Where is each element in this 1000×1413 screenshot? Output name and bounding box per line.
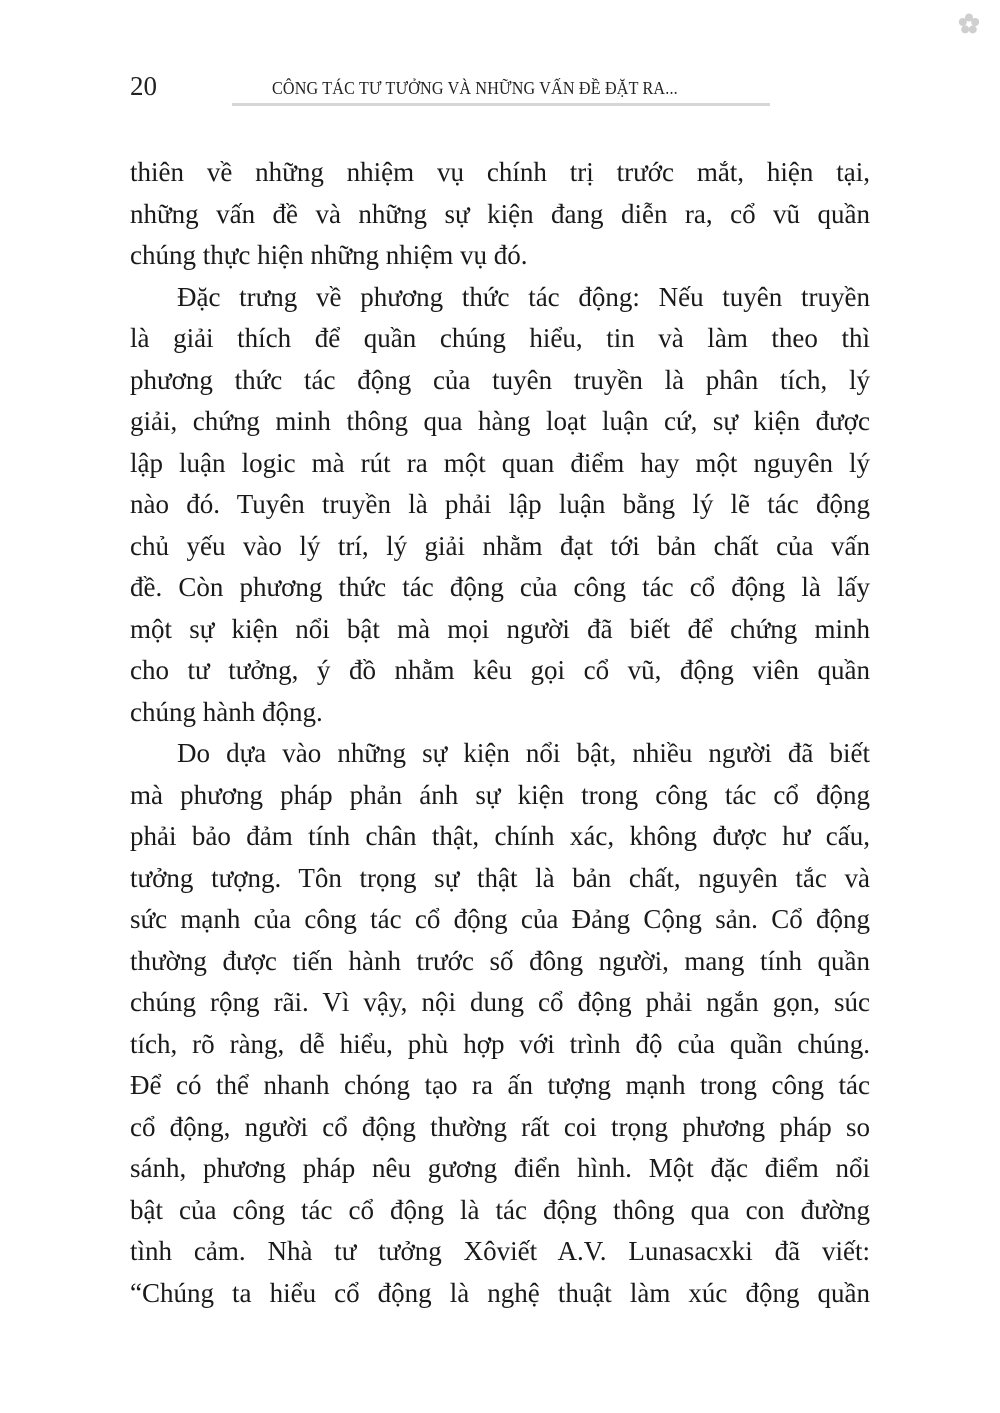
text-line: thường được tiến hành trước số đông người, mang tính quần bbox=[130, 945, 870, 976]
text-line: chúng hành động. bbox=[130, 696, 323, 727]
paragraph bbox=[130, 277, 870, 734]
text-line: những vấn đề và những sự kiện đang diễn ra, cổ vũ quần bbox=[130, 198, 870, 229]
text-line: cổ động, người cổ động thường rất coi trọng phương pháp so bbox=[130, 1111, 870, 1142]
text-line: thiên về những nhiệm vụ chính trị trước mắt, hiện tại, bbox=[130, 157, 870, 187]
paragraph bbox=[130, 152, 870, 277]
flower-watermark-icon bbox=[957, 12, 981, 36]
text-line: chúng rộng rãi. Vì vậy, nội dung cổ động phải ngắn gọn, súc bbox=[130, 987, 870, 1017]
text-line: “Chúng ta hiểu cổ động là nghệ thuật làm xúc động quần bbox=[130, 1277, 870, 1308]
body-text bbox=[130, 152, 870, 1314]
text-line: một sự kiện nổi bật mà mọi người đã biết để chứng minh bbox=[130, 613, 870, 644]
text-line: Đặc trưng về phương thức tác động: Nếu tuyên truyền bbox=[177, 281, 870, 312]
text-line: mà phương pháp phản ánh sự kiện trong công tác cổ động bbox=[130, 779, 870, 810]
paragraph bbox=[130, 733, 870, 1314]
text-line: giải, chứng minh thông qua hàng loạt luận cứ, sự kiện được bbox=[130, 406, 870, 436]
running-header-title: CÔNG TÁC TƯ TƯỞNG VÀ NHỮNG VẤN ĐỀ ĐẶT RA... bbox=[272, 78, 678, 98]
text-line: sức mạnh của công tác cổ động của Đảng Cộng sản. Cổ động bbox=[130, 904, 870, 934]
text-line: cho tư tưởng, ý đồ nhằm kêu gọi cổ vũ, động viên quần bbox=[130, 655, 870, 685]
page-number: 20 bbox=[130, 71, 157, 101]
text-line: Do dựa vào những sự kiện nổi bật, nhiều người đã biết bbox=[177, 738, 870, 768]
text-line: đề. Còn phương thức tác động của công tác cổ động là lấy bbox=[130, 572, 870, 602]
text-line: tình cảm. Nhà tư tưởng Xôviết A.V. Lunasacxki đã viết: bbox=[130, 1236, 870, 1266]
text-line: lập luận logic mà rút ra một quan điểm hay một nguyên lý bbox=[130, 447, 870, 478]
text-line: tích, rõ ràng, dễ hiểu, phù hợp với trình độ của quần chúng. bbox=[130, 1028, 870, 1059]
text-line: Để có thể nhanh chóng tạo ra ấn tượng mạnh trong công tác bbox=[130, 1070, 870, 1100]
text-line: sánh, phương pháp nêu gương điển hình. Một đặc điểm nổi bbox=[130, 1153, 870, 1183]
text-line: tưởng tượng. Tôn trọng sự thật là bản chất, nguyên tắc và bbox=[130, 862, 870, 893]
text-line: chúng thực hiện những nhiệm vụ đó. bbox=[130, 240, 528, 270]
header-rule bbox=[232, 103, 770, 106]
text-line: chủ yếu vào lý trí, lý giải nhằm đạt tới bản chất của vấn bbox=[130, 530, 870, 561]
text-line: nào đó. Tuyên truyền là phải lập luận bằng lý lẽ tác động bbox=[130, 489, 870, 519]
text-line: phải bảo đảm tính chân thật, chính xác, không được hư cấu, bbox=[130, 821, 870, 851]
text-line: phương thức tác động của tuyên truyền là phân tích, lý bbox=[130, 364, 870, 395]
text-line: là giải thích để quần chúng hiểu, tin và làm theo thì bbox=[130, 323, 870, 353]
text-line: bật của công tác cổ động là tác động thông qua con đường bbox=[130, 1194, 870, 1225]
